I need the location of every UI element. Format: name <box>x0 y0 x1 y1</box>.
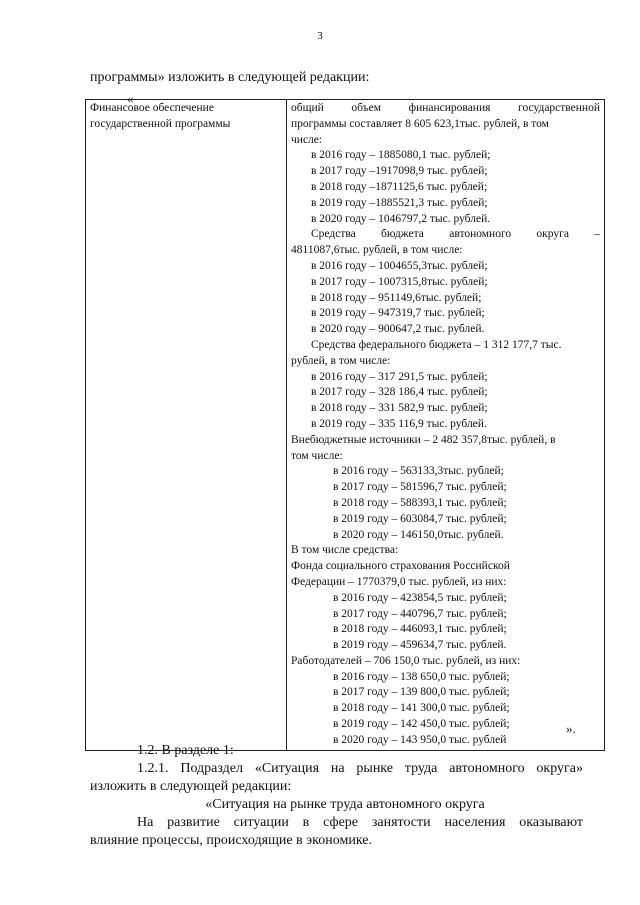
financing-line: в 2017 году – 1007315,8тыс. рублей; <box>311 275 488 288</box>
financing-line: в 2020 году – 900647,2 тыс. рублей. <box>311 323 485 336</box>
financing-line: Работодателей – 706 150,0 тыс. рублей, из них: <box>291 654 521 667</box>
financing-line: в 2016 году – 1004655,3тыс. рублей; <box>311 259 488 272</box>
opening-quote: « <box>127 91 134 106</box>
financing-line: программы составляет 8 605 623,1тыс. рублей, в том <box>291 117 549 130</box>
financing-line: в 2019 году – 142 450,0 тыс. рублей; <box>333 718 510 731</box>
financing-line: в 2017 году – 139 800,0 тыс. рублей; <box>333 686 510 699</box>
financing-line: В том числе средства: <box>291 544 399 557</box>
financing-line: в 2018 году – 588393,1 тыс. рублей; <box>333 496 507 509</box>
financing-line: в 2017 году –1917098,9 тыс. рублей; <box>311 165 488 178</box>
label-line: Финансовое обеспечение <box>90 102 214 114</box>
financing-line: в 2018 году –1871125,6 тыс. рублей; <box>311 180 488 193</box>
financing-line: в 2019 году – 603084,7 тыс. рублей; <box>333 512 507 525</box>
body-line: влияние процессы, происходящие в экономике. <box>90 833 373 848</box>
financing-line: в 2018 году – 141 300,0 тыс. рублей; <box>333 702 510 715</box>
section-title: «Ситуация на рынке труда автономного округа <box>205 797 485 812</box>
financing-line: в 2016 году – 563133,3тыс. рублей; <box>333 465 504 478</box>
intro-text: программы» изложить в следующей редакции: <box>90 70 370 85</box>
financing-line: в 2017 году – 581596,7 тыс. рублей; <box>333 481 507 494</box>
financing-line: числе: <box>291 133 323 146</box>
financing-line: в 2020 году – 143 950,0 тыс. рублей <box>333 733 507 746</box>
financing-line: том числе: <box>291 449 343 462</box>
financing-line: в 2019 году – 459634,7 тыс. рублей. <box>333 639 507 652</box>
label-line: государственной программы <box>90 117 231 130</box>
body-line: На развитие ситуации в сфере занятости населения оказывают <box>137 815 583 830</box>
table-value-cell <box>287 100 605 751</box>
financing-line: в 2016 году – 138 650,0 тыс. рублей; <box>333 670 510 683</box>
financing-line: 4811087,6тыс. рублей, в том числе: <box>291 244 463 257</box>
closing-quote: ». <box>566 721 576 736</box>
financing-line: Внебюджетные источники – 2 482 357,8тыс. рублей, в <box>291 433 556 446</box>
financing-line: в 2017 году – 328 186,4 тыс. рублей; <box>311 386 488 399</box>
financing-line: общий объем финансирования государственной <box>291 102 600 114</box>
table-label-cell <box>86 100 287 751</box>
financing-line: Средства бюджета автономного округа – <box>311 228 600 241</box>
financing-line: в 2020 году – 1046797,2 тыс. рублей. <box>311 212 491 225</box>
financing-line: в 2019 году – 335 116,9 тыс. рублей. <box>311 417 487 430</box>
financing-line: в 2018 году – 331 582,9 тыс. рублей; <box>311 402 488 415</box>
financing-line: рублей, в том числе: <box>291 354 391 367</box>
page-number: 3 <box>317 30 323 42</box>
section-heading: 1.2. В разделе 1: <box>137 743 234 758</box>
financing-line: Фонда социального страхования Российской <box>291 560 510 573</box>
subsection-line: 1.2.1. Подраздел «Ситуация на рынке труда автономного округа» <box>137 761 583 776</box>
financing-line: в 2016 году – 423854,5 тыс. рублей; <box>333 591 507 604</box>
financing-line: в 2017 году – 440796,7 тыс. рублей; <box>333 607 507 620</box>
financing-line: Федерации – 1770379,0 тыс. рублей, из них: <box>291 575 507 588</box>
subsection-line: изложить в следующей редакции: <box>90 779 292 794</box>
financing-line: в 2016 году – 317 291,5 тыс. рублей; <box>311 370 488 383</box>
financing-line: в 2019 году –1885521,3 тыс. рублей; <box>311 196 488 209</box>
financing-line: Средства федерального бюджета – 1 312 177,7 тыс. <box>311 338 562 351</box>
financing-table <box>85 99 605 751</box>
financing-line: в 2018 году – 951149,6тыс. рублей; <box>311 291 482 304</box>
financing-line: в 2018 году – 446093,1 тыс. рублей; <box>333 623 507 636</box>
financing-line: в 2019 году – 947319,7 тыс. рублей; <box>311 307 485 320</box>
financing-line: в 2016 году – 1885080,1 тыс. рублей; <box>311 149 491 162</box>
financing-line: в 2020 году – 146150,0тыс. рублей. <box>333 528 504 541</box>
table-row <box>86 100 605 751</box>
